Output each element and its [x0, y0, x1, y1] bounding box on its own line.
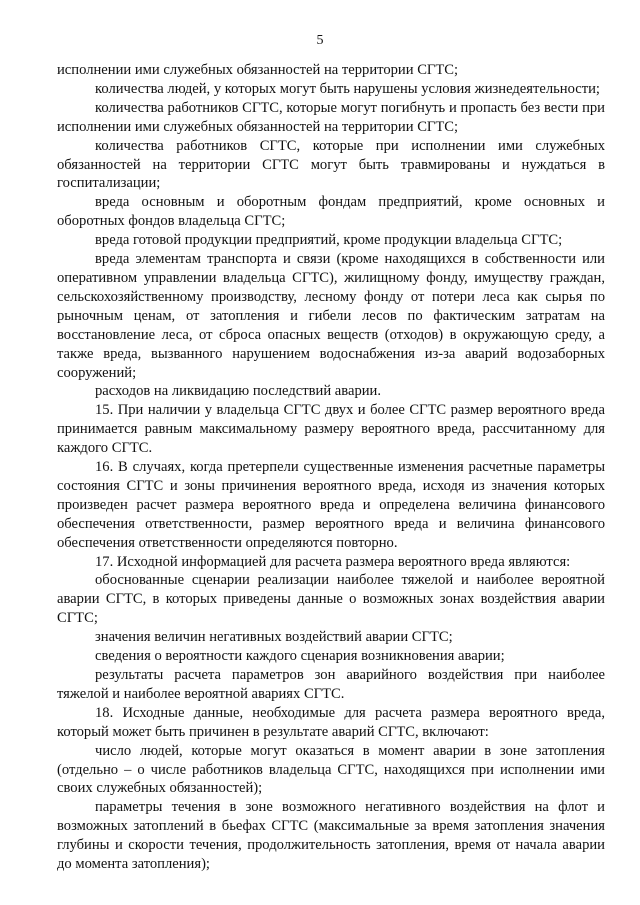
- paragraph: количества работников СГТС, которые могут погибнуть и пропасть без вести при исполнении ими служебных обязанностей на территории СГТС;: [57, 99, 605, 135]
- paragraph: результаты расчета параметров зон аварийного воздействия при наиболее тяжелой и наиболее вероятной авариях СГТС.: [57, 667, 605, 702]
- paragraph: расходов на ликвидацию последствий аварии.: [95, 383, 382, 400]
- paragraph: количества работников СГТС, которые при исполнении ими служебных обязанностей на территории СГТС могут быть травмированы и нуждаться в госпитализации;: [57, 137, 605, 192]
- paragraph: число людей, которые могут оказаться в момент аварии в зоне затопления (отдельно – о числе работников владельца СГТС, находящихся при исполнении ими своих служебных обязанностей);: [57, 742, 605, 797]
- paragraph-item-18: 18. Исходные данные, необходимые для расчета размера вероятного вреда, который может быть причинен в результате аварий СГТС, включают:: [57, 704, 605, 740]
- paragraph-item-17: 17. Исходной информацией для расчета размера вероятного вреда являются:: [95, 553, 571, 570]
- paragraph-item-15: 15. При наличии у владельца СГТС двух и более СГТС размер вероятного вреда принимается равным максимальному размеру вероятного вреда, рассчитанному для каждого СГТС.: [57, 402, 605, 457]
- paragraph: вреда готовой продукции предприятий, кроме продукции владельца СГТС;: [95, 232, 563, 249]
- page-number: 5: [316, 33, 324, 48]
- paragraph: сведения о вероятности каждого сценария возникновения аварии;: [95, 648, 505, 665]
- paragraph: количества людей, у которых могут быть нарушены условия жизнедеятельности;: [95, 80, 600, 97]
- paragraph: исполнении ими служебных обязанностей на территории СГТС;: [57, 62, 459, 78]
- paragraph: вреда основным и оборотным фондам предприятий, кроме основных и оборотных фондов владельца СГТС;: [57, 194, 605, 230]
- paragraph: вреда элементам транспорта и связи (кроме находящихся в собственности или оперативном управлении владельца СГТС), жилищному фонду, имуществу граждан, сельскохозяйственному производству, лесному фонду от потери леса как сырья по рыночным ценам, от затопления и гибели лесов по фактическим затратам на восстановление леса, от сброса опасных веществ (отходов) в окружающую среду, а также вреда, вызванного нарушением водоснабжения из-за аварий водозаборных сооружений;: [57, 251, 605, 381]
- document-body: [57, 61, 605, 874]
- paragraph: значения величин негативных воздействий аварии СГТС;: [95, 629, 453, 646]
- paragraph: параметры течения в зоне возможного негативного воздействия на флот и возможных затоплений в бьефах СГТС (максимальные за время затопления значения глубины и скорости течения, продолжительность затопления, время от начала аварии до момента затопления);: [57, 799, 605, 873]
- paragraph: обоснованные сценарии реализации наиболее тяжелой и наиболее вероятной аварии СГТС, в которых приведены данные о возможных зонах воздействия аварии СГТС;: [57, 572, 605, 627]
- paragraph-item-16: 16. В случаях, когда претерпели существенные изменения расчетные параметры состояния СГТС и зоны причинения вероятного вреда, исходя из значения которых произведен расчет размера вероятного вреда и определена величина финансового обеспечения ответственности, размер вероятного вреда и величина финансового обеспечения ответственности определяются повторно.: [57, 459, 605, 551]
